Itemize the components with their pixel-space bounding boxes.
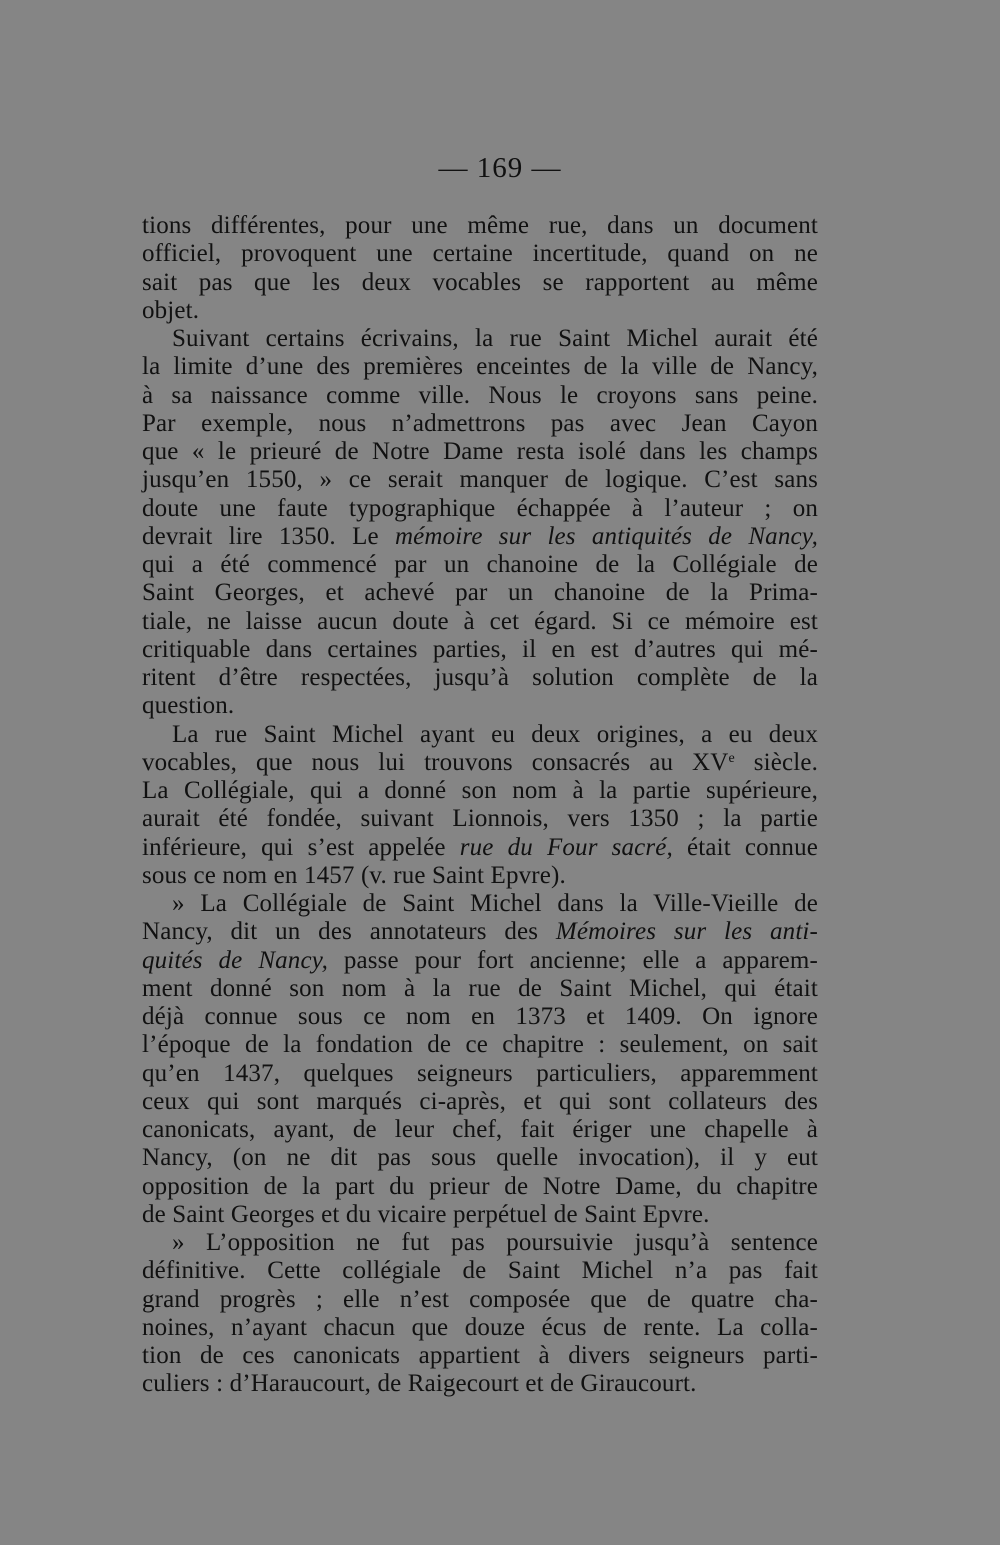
text-line: Par exemple, nous n’admettrons pas avec Jean Cayon — [142, 409, 818, 437]
italic-title: quités de Nancy, — [142, 946, 328, 974]
text-line — [142, 749, 818, 777]
text-line: grand progrès ; elle n’est composée que de quatre cha- — [142, 1285, 818, 1313]
text-line: ment donné son nom à la rue de Saint Michel, qui était — [142, 974, 818, 1002]
text-line: de Saint Georges et du vicaire perpétuel de Saint Epvre. — [142, 1200, 710, 1228]
text-line: objet. — [142, 296, 200, 324]
text-segment: passe pour fort ancienne; elle a apparem- — [327, 946, 818, 974]
text-line: La Collégiale, qui a donné son nom à la partie supérieure, — [142, 777, 818, 804]
superscript: e — [728, 750, 735, 766]
text-line: aurait été fondée, suivant Lionnois, vers 1350 ; la partie — [142, 805, 818, 833]
text-line — [142, 947, 818, 975]
body-text — [142, 212, 818, 1399]
text-line — [142, 918, 818, 946]
text-segment: Nancy, dit un des annotateurs des — [142, 918, 556, 946]
text-line: critiquable dans certaines parties, il en est d’autres qui mé- — [142, 635, 818, 663]
text-line: ritent d’être respectées, jusqu’à solution complète de la — [142, 664, 818, 691]
text-line: tions différentes, pour une même rue, dans un document — [142, 212, 818, 239]
text-line: que « le prieuré de Notre Dame resta isolé dans les champs — [142, 438, 818, 465]
text-line: sous ce nom en 1457 (v. rue Saint Epvre). — [142, 861, 566, 889]
italic-title: mémoire sur les antiquités de Nancy, — [394, 522, 818, 550]
text-segment: était connue — [672, 833, 818, 861]
text-segment: inférieure, qui s’est appelée — [142, 833, 460, 861]
text-line: à sa naissance comme ville. Nous le croyons sans peine. — [142, 381, 818, 409]
text-line: l’époque de la fondation de ce chapitre : seulement, on sait — [142, 1031, 818, 1059]
text-line: qui a été commencé par un chanoine de la Collégiale de — [142, 551, 818, 578]
text-line — [142, 834, 818, 862]
text-line: La rue Saint Michel ayant eu deux origines, a eu deux — [172, 720, 818, 748]
text-segment: vocables, que nous lui trouvons consacrés au XV — [142, 748, 729, 776]
text-line: tion de ces canonicats appartient à divers seigneurs parti- — [142, 1342, 818, 1369]
text-line: déjà connue sous ce nom en 1373 et 1409. On ignore — [142, 1003, 818, 1030]
text-line: culiers : d’Haraucourt, de Raigecourt et de Giraucourt. — [142, 1370, 697, 1398]
text-line: sait pas que les deux vocables se rapportent au même — [142, 268, 818, 296]
text-line: ceux qui sont marqués ci-après, et qui sont collateurs des — [142, 1087, 818, 1115]
text-line: tiale, ne laisse aucun doute à cet égard. Si ce mémoire est — [142, 607, 818, 635]
italic-title: Mémoires sur les anti- — [555, 918, 819, 946]
text-line: canonicats, ayant, de leur chef, fait ériger une chapelle à — [142, 1116, 818, 1143]
text-line: question. — [142, 692, 235, 720]
text-line: Suivant certains écrivains, la rue Saint Michel aurait été — [172, 325, 818, 352]
text-line: qu’en 1437, quelques seigneurs particuliers, apparemment — [142, 1059, 818, 1087]
text-line: » La Collégiale de Saint Michel dans la Ville-Vieille de — [172, 890, 818, 917]
text-line: la limite d’une des premières enceintes de la ville de Nancy, — [142, 353, 818, 381]
text-line: officiel, provoquent une certaine incertitude, quand on ne — [142, 240, 818, 268]
text-segment: devrait lire 1350. Le — [142, 522, 395, 550]
text-line: jusqu’en 1550, » ce serait manquer de logique. C’est sans — [142, 466, 818, 494]
text-line: opposition de la part du prieur de Notre Dame, du chapitre — [142, 1172, 818, 1200]
text-line: Nancy, (on ne dit pas sous quelle invocation), il y eut — [142, 1144, 818, 1172]
text-line: doute une faute typographique échappée à l’auteur ; on — [142, 494, 818, 522]
text-line: noines, n’ayant chacun que douze écus de rente. La colla- — [142, 1313, 818, 1341]
text-line — [142, 523, 818, 551]
text-line: » L’opposition ne fut pas poursuivie jusqu’à sentence — [172, 1229, 818, 1256]
text-segment: siècle. — [734, 748, 819, 776]
text-line: Saint Georges, et achevé par un chanoine de la Prima- — [142, 579, 818, 607]
italic-street-name: rue du Four sacré, — [459, 833, 673, 861]
text-line: définitive. Cette collégiale de Saint Michel n’a pas fait — [142, 1257, 818, 1285]
page-number: — 169 — — [438, 152, 562, 184]
